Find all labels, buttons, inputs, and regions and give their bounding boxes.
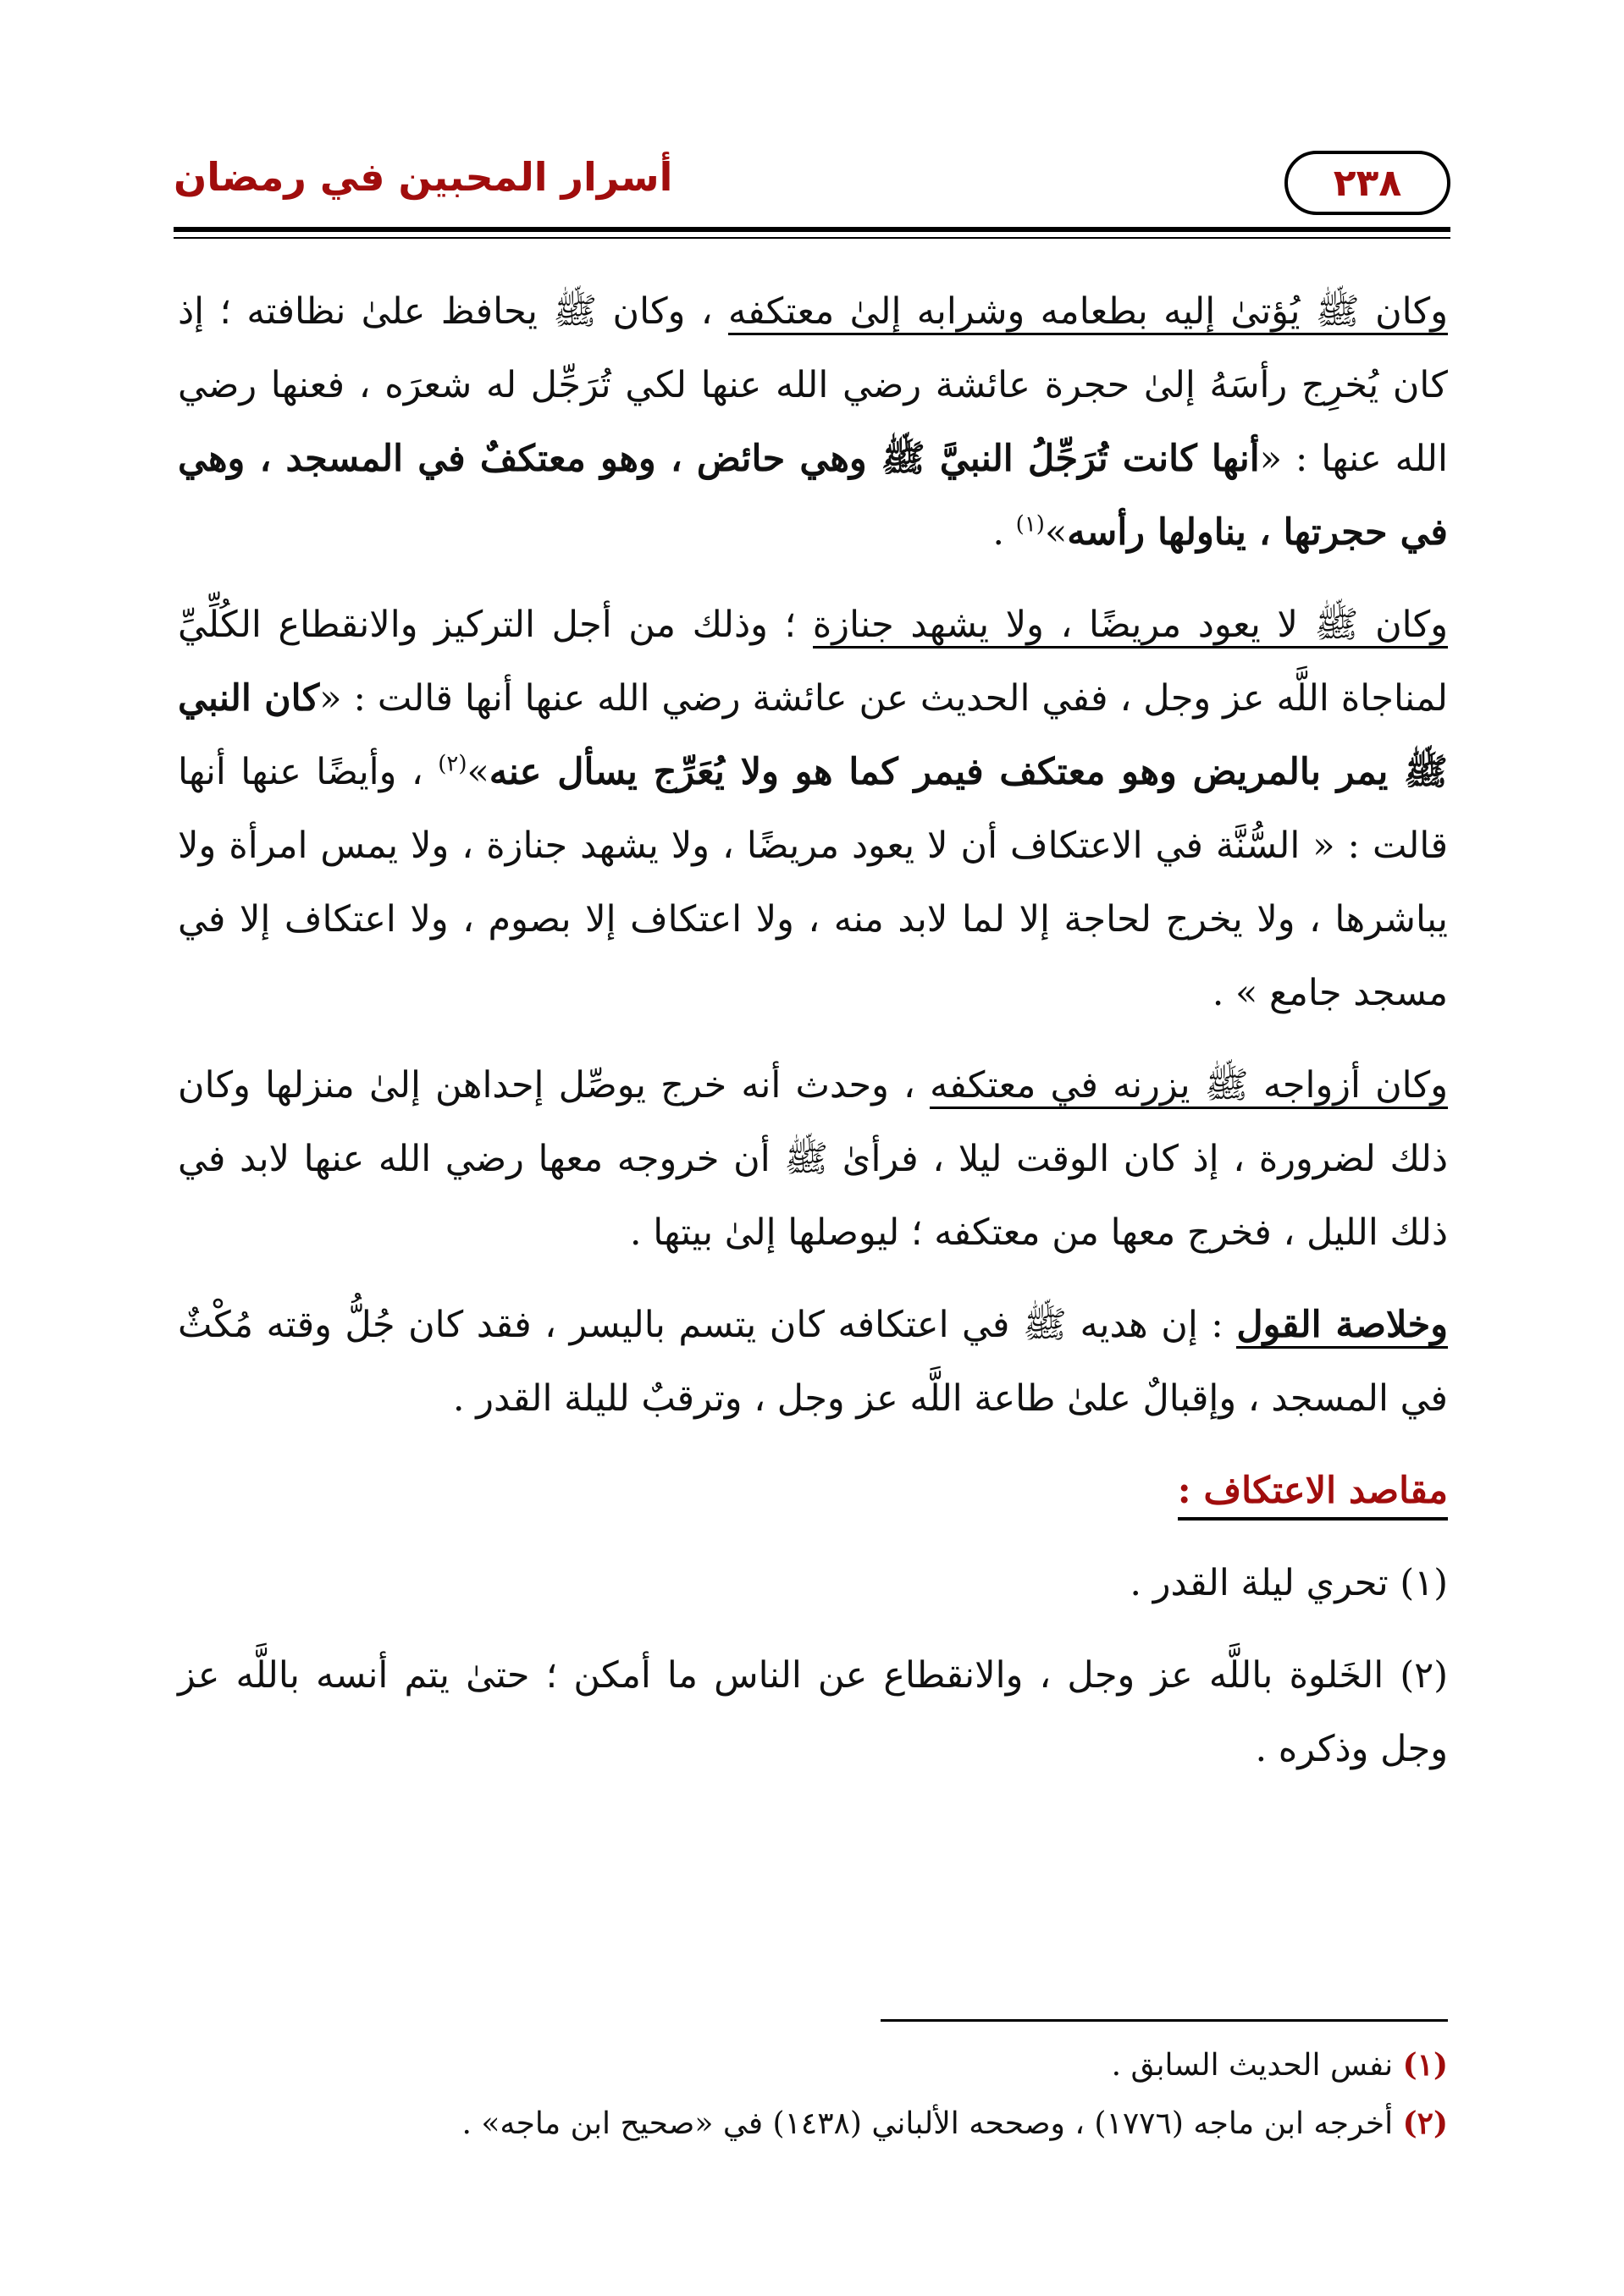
hadith-quote: كان النبي ﷺ يمر بالمريض وهو معتكف فيمر كما هو ولا يُعَرِّج يسأل عنه <box>178 677 1448 793</box>
quote-close: » <box>1044 511 1068 554</box>
list-item: (١) تحري ليلة القدر . <box>1130 1562 1448 1604</box>
footnote-ref[interactable]: (٢) <box>438 751 467 777</box>
paragraph-1 <box>178 275 1448 570</box>
header-rule <box>174 227 1450 232</box>
paragraph-4 <box>178 1289 1448 1436</box>
footnote-text: نفس الحديث السابق . <box>1111 2048 1394 2083</box>
footnote-divider <box>881 2019 1448 2022</box>
summary-lead: وخلاصة القول <box>1236 1304 1448 1349</box>
paragraph-3 <box>178 1049 1448 1270</box>
footnote-text: أخرجه ابن ماجه (١٧٧٦) ، وصححه الألباني (١٤٣٨) في «صحيح ابن ماجه» . <box>461 2106 1394 2141</box>
underlined-phrase: وكان ﷺ لا يعود مريضًا ، ولا يشهد جنازة <box>813 604 1448 649</box>
page-body <box>178 275 1448 1805</box>
paragraph-text: : إن هديه ﷺ في اعتكافه كان يتسم باليسر ، فقد كان جُلُّ وقته مُكْثٌ في المسجد ، وإقبالٌ علىٰ طاعة اللَّه عز وجل ، وترقبٌ لليلة القدر . <box>178 1304 1448 1420</box>
paragraph-end: . <box>992 511 1016 554</box>
footnote-ref[interactable]: (١) <box>1015 511 1045 538</box>
footnote <box>178 2095 1448 2153</box>
hadith-quote: أنها كانت تُرَجِّلُ النبيَّ ﷺ وهي حائض ، وهو معتكفٌ في المسجد ، وهي في حجرتها ، يناولها رأسه <box>178 438 1448 554</box>
paragraph-text: ، وحدث أنه خرج يوصِّل إحداهن إلىٰ منزلها وكان ذلك لضرورة ، إذ كان الوقت ليلا ، فرأىٰ ﷺ أن خروجه معها رضي الله عنها لابد في ذلك الليل ، فخرج معها من معتكفه ؛ ليوصلها إلىٰ بيتها . <box>178 1064 1448 1254</box>
footnote <box>178 2036 1448 2095</box>
underlined-phrase: وكان ﷺ يُؤتىٰ إليه بطعامه وشرابه إلىٰ معتكفه <box>728 290 1448 335</box>
paragraph-end: ، وأيضًا عنها أنها قالت : « السُّنَّة في الاعتكاف أن لا يعود مريضًا ، ولا يشهد جنازة ، ولا يمس امرأة ولا يباشرها ، ولا يخرج لحاجة إلا لما لابد منه ، ولا اعتكاف إلا بصوم ، ولا اعتكاف إلا في مسجد جامع » . <box>178 751 1448 1014</box>
page-number: ٢٣٨ <box>1284 151 1450 215</box>
quote-close: » <box>467 751 489 793</box>
underlined-phrase: وكان أزواجه ﷺ يزرنه في معتكفه <box>930 1064 1448 1109</box>
footnotes <box>178 2036 1448 2153</box>
section-heading-text: مقاصد الاعتكاف : <box>1178 1470 1448 1521</box>
footnote-number: (١) <box>1402 2047 1448 2083</box>
book-title: أسرار المحبين في رمضان <box>174 154 673 200</box>
section-heading <box>178 1454 1448 1528</box>
paragraph-text: ، وكان ﷺ يحافظ علىٰ نظافته ؛ إذ كان يُخرِج رأسَهُ إلىٰ حجرة عائشة رضي الله عنها لكي تُرَجِّل له شعرَه ، فعنها رضي الله عنها : « <box>178 290 1448 480</box>
footnote-number: (٢) <box>1402 2106 1448 2141</box>
header-rule-thin <box>174 237 1450 239</box>
list-item: (٢) الخَلوة باللَّه عز وجل ، والانقطاع عن الناس ما أمكن ؛ حتىٰ يتم أنسه باللَّه عز وجل وذكره . <box>178 1654 1448 1770</box>
page-header <box>174 142 1450 227</box>
paragraph-2 <box>178 588 1448 1030</box>
paragraph-text: ؛ وذلك من أجل التركيز والانقطاع الكُلِّيِّ لمناجاة اللَّه عز وجل ، ففي الحديث عن عائشة رضي الله عنها أنها قالت : « <box>178 604 1448 720</box>
